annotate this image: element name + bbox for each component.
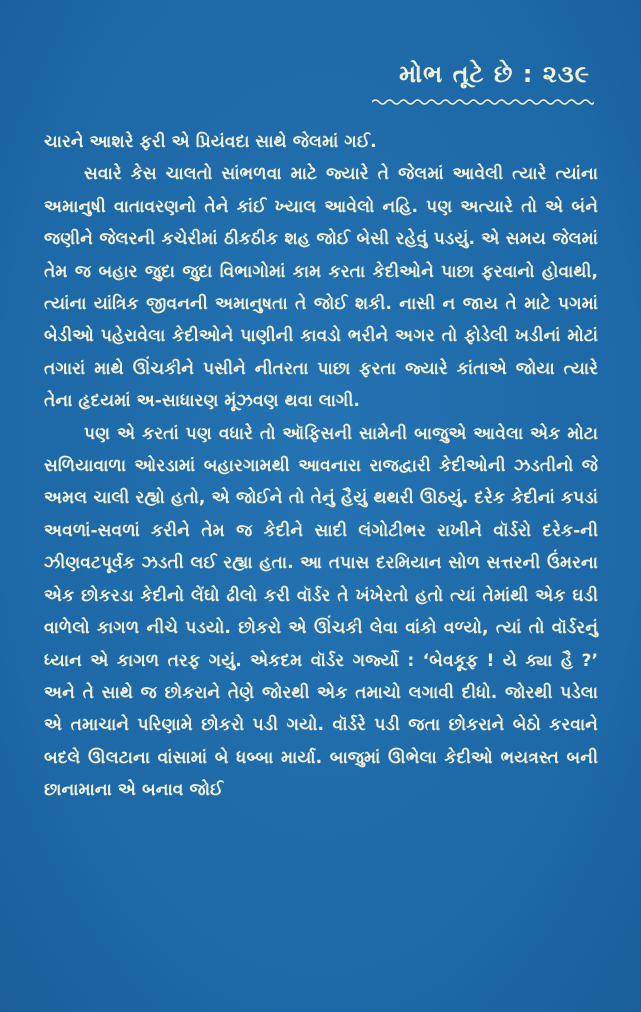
header-wavy-rule [372,97,594,107]
body-text [44,126,598,807]
paragraph-3: પણ એ કરતાં પણ વધારે તો ઑફિસની સામેની બાજુએ આવેલા એક મોટા સળિયાવાળા ઓરડામાં બહારગામથી આવનારા રાજદ્વારી કેદીઓની ઝડતીનો જે અમલ ચાલી રહ્યો હતો, એ જોઈને તો તેનું હૈયું થથરી ઊઠયું. દરેક કેદીનાં કપડાં અવળાં-સવળાં કરીને તેમ જ કેદીને સાદી લંગોટીભર રાખીને વૉર્ડરો દરેક-ની ઝીણવટપૂર્વક ઝડતી લઈ રહ્યા હતા. આ તપાસ દરમિયાન સોળ સત્તરની ઉંમરના એક છોકરડા કેદીનો લેંઘો ઢીલો કરી વૉર્ડર તે ખંખેરતો હતો ત્યાં તેમાંથી એક ઘડી વાળેલો કાગળ નીચે પડયો. છોકરો એ ઊંચકી લેવા વાંકો વળ્યો, ત્યાં તો વૉર્ડરનું ધ્યાન એ કાગળ તરફ ગયું. એકદમ વૉર્ડર ગર્જ્યો : ‘બેવકૂફ ! યે ક્યા હૈ ?’ અને તે સાથે જ છોકરાને તેણે જોરથી એક તમાચો લગાવી દીધો. જોરથી પડેલા એ તમાચાને પરિણામે છોકરો પડી ગયો. વૉર્ડરે પડી જતા છોકરાને બેઠો કરવાને બદલે ઊલટાના વાંસામાં બે ધબ્બા માર્યા. બાજુમાં ઊભેલા કેદીઓ ભયત્રસ્ત બની છાનામાના એ બનાવ જોઈ [44,423,598,801]
paragraph-1: ચારને આશરે ફરી એ પ્રિયંવદા સાથે જેલમાં ગઈ. [44,132,377,152]
paragraph-2: સવારે કેસ ચાલતો સાંભળવા માટે જ્યારે તે જેલમાં આવેલી ત્યારે ત્યાંના અમાનુષી વાતાવરણનો તેને કાંઈ ખ્યાલ આવેલો નહિ. પણ અત્યારે તો એ બંને જણીને જેલરની કચેરીમાં ઠીકઠીક શહ જોઈ બેસી રહેવું પડયું. એ સમય જેલમાં તેમ જ બહાર જુદા જુદા વિભાગોમાં કામ કરતા કેદીઓને પાછા ફરવાનો હોવાથી, ત્યાંના યાંત્રિક જીવનની અમાનુષતા તે જોઈ શકી. નાસી ન જાય તે માટે પગમાં બેડીઓ પહેરાવેલા કેદીઓને પાણીની કાવડો ભરીને અગર તો ફોડેલી ખડીનાં મોટાં તગારાં માથે ઊંચકીને પસીને નીતરતા પાછા ફરતા જ્યારે કાંતાએ જોયા ત્યારે તેના હૃદયમાં અ-સાધારણ મૂંઝવણ થવા લાગી. [44,164,598,412]
running-header: મોભ તૂટે છે : ૨૩૯ [399,60,590,88]
